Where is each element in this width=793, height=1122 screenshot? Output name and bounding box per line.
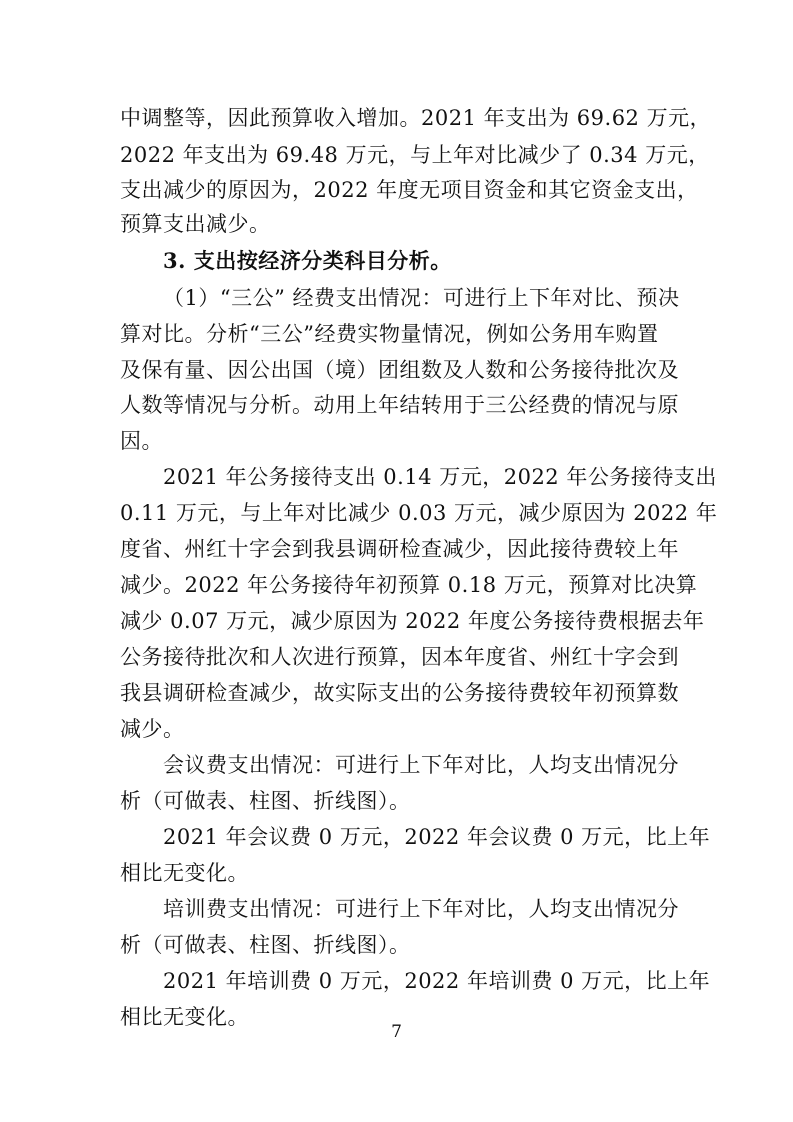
text-line: 人数等情况与分析。动用上年结转用于三公经费的情况与原 bbox=[120, 393, 679, 417]
text-line: 中调整等，因此预算收入增加。2021 年支出为 69.62 万元， bbox=[120, 106, 712, 130]
text-line: 会议费支出情况：可进行上下年对比，人均支出情况分 bbox=[163, 753, 679, 777]
section-heading: 3. 支出按经济分类科目分析。 bbox=[163, 248, 452, 273]
text-line: 减少。 bbox=[120, 717, 185, 741]
text-line: 我县调研检查减少，故实际支出的公务接待费较年初预算数 bbox=[120, 681, 679, 705]
text-line: 减少 0.07 万元，减少原因为 2022 年度公务接待费根据去年 bbox=[120, 609, 705, 633]
text-line: 因。 bbox=[120, 429, 163, 453]
text-line: 2021 年培训费 0 万元，2022 年培训费 0 万元，比上年 bbox=[163, 969, 711, 993]
text-line: 预算支出减少。 bbox=[120, 212, 271, 236]
text-line: 相比无变化。 bbox=[120, 1005, 249, 1029]
text-line: 支出减少的原因为，2022 年度无项目资金和其它资金支出， bbox=[120, 178, 699, 202]
text-line: 减少。2022 年公务接待年初预算 0.18 万元，预算对比决算 bbox=[120, 573, 698, 597]
text-line: 度省、州红十字会到我县调研检查减少，因此接待费较上年 bbox=[120, 537, 679, 561]
text-line: 培训费支出情况：可进行上下年对比，人均支出情况分 bbox=[163, 897, 679, 921]
text-line: 公务接待批次和人次进行预算，因本年度省、州红十字会到 bbox=[120, 645, 679, 669]
text-line: 算对比。分析“三公”经费实物量情况，例如公务用车购置 bbox=[120, 322, 659, 346]
text-line: （1）“三公” 经费支出情况：可进行上下年对比、预决 bbox=[163, 286, 680, 310]
text-line: 及保有量、因公出国（境）团组数及人数和公务接待批次及 bbox=[120, 358, 679, 382]
text-line: 0.11 万元，与上年对比减少 0.03 万元，减少原因为 2022 年 bbox=[120, 501, 718, 525]
text-line: 2021 年公务接待支出 0.14 万元，2022 年公务接待支出 bbox=[163, 465, 717, 489]
text-line: 相比无变化。 bbox=[120, 861, 249, 885]
text-line: 析（可做表、柱图、折线图）。 bbox=[120, 789, 411, 813]
text-line: 2021 年会议费 0 万元，2022 年会议费 0 万元，比上年 bbox=[163, 825, 711, 849]
page-number: 7 bbox=[391, 1022, 402, 1042]
text-line: 2022 年支出为 69.48 万元，与上年对比减少了 0.34 万元， bbox=[120, 143, 710, 167]
text-line: 析（可做表、柱图、折线图）。 bbox=[120, 933, 411, 957]
